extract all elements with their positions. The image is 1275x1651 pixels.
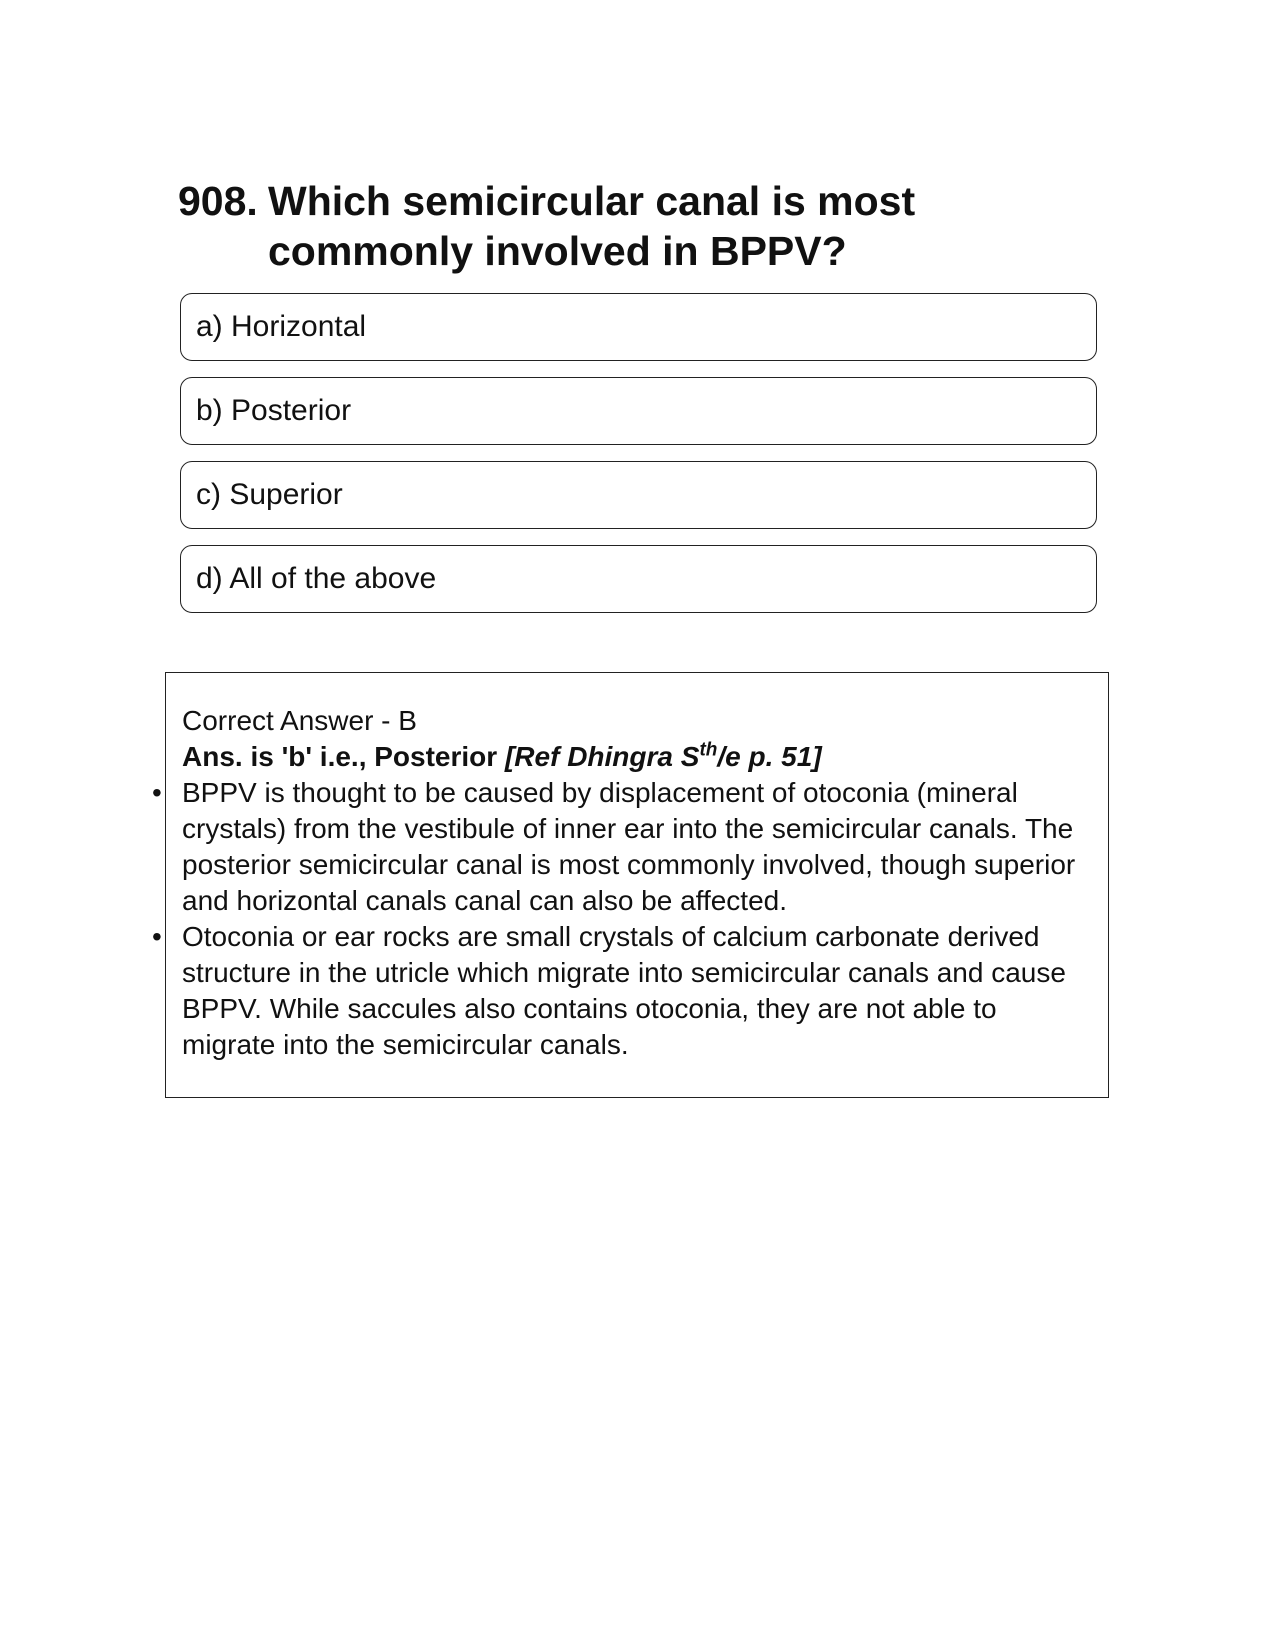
explanation-text: Otoconia or ear rocks are small crystals of calcium carbonate derived structure in the utricle which migrate into semicircular canals and cause BPPV. While saccules also contains otoconia, they are not able to migrate into the semicircular canals.: [182, 921, 1066, 1060]
answer-reference-line: [182, 739, 1094, 775]
option-c[interactable]: c) Superior: [180, 461, 1097, 529]
answer-explanation-box: [152, 672, 1109, 1098]
question-number: 908.: [178, 178, 258, 224]
reference-citation: [505, 741, 822, 772]
reference-end: /e p. 51]: [717, 741, 822, 772]
explanation-list: [152, 775, 1094, 1063]
bullet-marker: •: [152, 921, 162, 952]
reference-start: [Ref Dhingra S: [504, 741, 700, 772]
option-a[interactable]: a) Horizontal: [180, 293, 1097, 361]
question-text: Which semicircular canal is most commonly involved in BPPV?: [268, 178, 916, 274]
question-heading: [178, 176, 1058, 276]
correct-answer-line: Correct Answer - B: [182, 705, 417, 736]
explanation-item: [152, 775, 1094, 919]
answer-prefix: Ans. is 'b' i.e., Posterior: [182, 741, 505, 772]
explanation-item: [152, 919, 1094, 1063]
option-d[interactable]: d) All of the above: [180, 545, 1097, 613]
option-b[interactable]: b) Posterior: [180, 377, 1097, 445]
bullet-marker: •: [152, 777, 162, 808]
reference-superscript: th: [699, 739, 718, 761]
explanation-text: BPPV is thought to be caused by displacement of otoconia (mineral crystals) from the vestibule of inner ear into the semicircular canals. The posterior semicircular canal is most commonly involved, though superior and horizontal canals canal can also be affected.: [182, 777, 1076, 916]
options-list: [180, 293, 1097, 629]
